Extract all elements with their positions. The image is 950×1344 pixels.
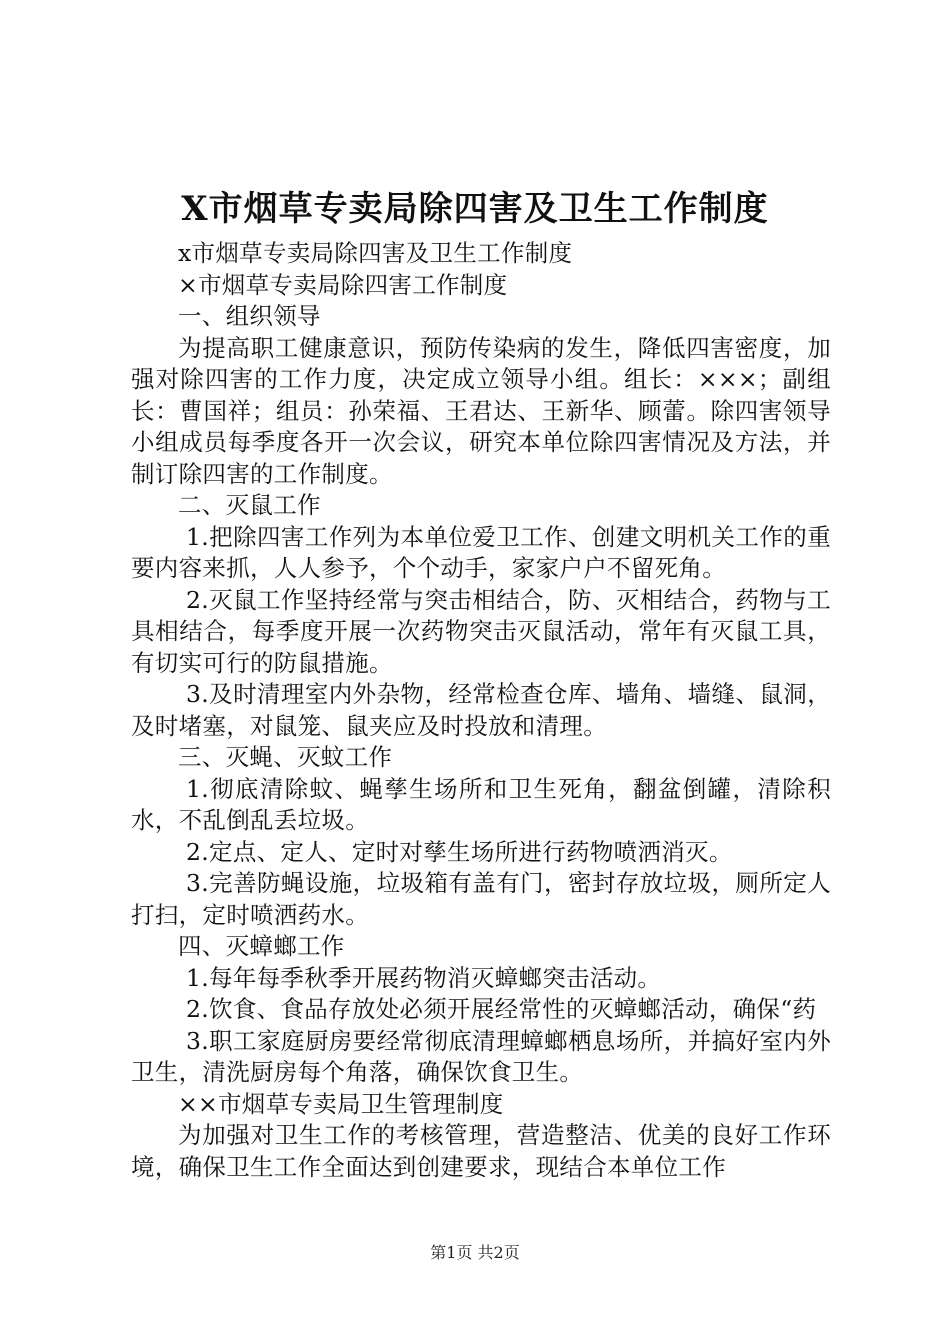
page-number: 第1页 共2页: [430, 1243, 520, 1262]
list-item-cockroach-2: 2.饮食、食品存放处必须开展经常性的灭蟑螂活动，确保“药: [186, 995, 817, 1023]
section-heading-organization: 一、组织领导: [178, 302, 321, 330]
section-heading-cockroach: 四、灭蟑螂工作: [178, 932, 345, 960]
section-heading-fly-mosquito: 三、灭蝇、灭蚊工作: [178, 743, 393, 771]
paragraph-hygiene-heading: ××市烟草专卖局卫生管理制度: [178, 1089, 504, 1118]
list-item-rodent-1: 1.把除四害工作列为本单位爱卫工作、创建文明机关工作的重要内容来抓，人人参予，个个动手，家家户户不留死角。: [131, 522, 831, 582]
list-item-fly-2: 2.定点、定人、定时对孳生场所进行药物喷洒消灭。: [186, 837, 733, 866]
document-body: [131, 238, 831, 1183]
list-item-rodent-2: 2.灭鼠工作坚持经常与突击相结合，防、灭相结合，药物与工具相结合，每季度开展一次药物突击灭鼠活动，常年有灭鼠工具，有切实可行的防鼠措施。: [131, 585, 831, 677]
list-item-fly-3: 3.完善防蝇设施，垃圾箱有盖有门，密封存放垃圾，厕所定人打扫，定时喷洒药水。: [131, 869, 831, 929]
paragraph-organization: 为提高职工健康意识，预防传染病的发生，降低四害密度，加强对除四害的工作力度，决定成立领导小组。组长：×××；副组长：曹国祥；组员：孙荣福、王君达、王新华、顾蕾。除四害领导小组成员每季度各开一次会议，研究本单位除四害情况及方法，并制订除四害的工作制度。: [131, 333, 831, 488]
list-item-cockroach-3: 3.职工家庭厨房要经常彻底清理蟑螂栖息场所，并搞好室内外卫生，清洗厨房每个角落，确保饮食卫生。: [131, 1026, 831, 1086]
list-item-rodent-3: 3.及时清理室内外杂物，经常检查仓库、墙角、墙缝、鼠洞，及时堵塞，对鼠笼、鼠夹应及时投放和清理。: [131, 680, 831, 740]
list-item-fly-1: 1.彻底清除蚊、蝇孳生场所和卫生死角，翻盆倒罐，清除积水，不乱倒乱丢垃圾。: [131, 774, 831, 834]
section-heading-rodent: 二、灭鼠工作: [178, 491, 321, 519]
document-title: X市烟草专卖局除四害及卫生工作制度: [181, 189, 769, 229]
paragraph-section-heading: ×市烟草专卖局除四害工作制度: [178, 270, 508, 299]
paragraph-hygiene-intro: 为加强对卫生工作的考核管理，营造整洁、优美的良好工作环境，确保卫生工作全面达到创建要求，现结合本单位工作: [131, 1121, 831, 1181]
list-item-cockroach-1: 1.每年每季秋季开展药物消灭蟑螂突击活动。: [186, 963, 662, 992]
paragraph-subtitle: x市烟草专卖局除四害及卫生工作制度: [178, 239, 573, 267]
